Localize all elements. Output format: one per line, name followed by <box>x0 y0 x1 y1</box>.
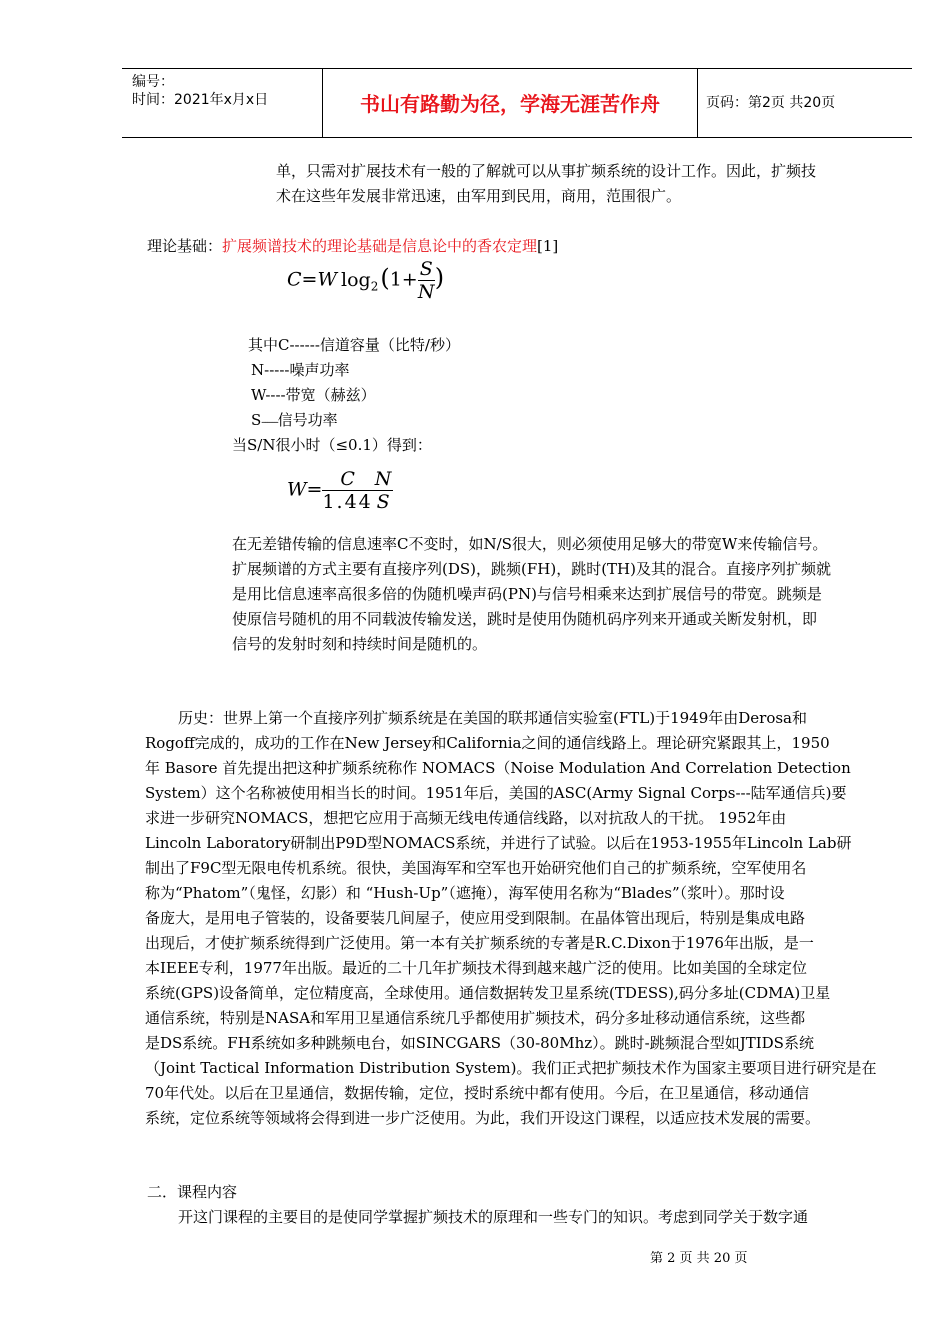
formula1-sub: 2 <box>370 279 379 294</box>
history-line: System）这个名称被使用相当长的时间。1951年后，美国的ASC(Army Signal Corps---陆军通信兵)要 <box>145 784 847 802</box>
theory-line <box>147 234 558 259</box>
formula1-w: W <box>317 268 337 291</box>
formula2-eq: = <box>306 478 323 501</box>
formula2-num1: C <box>322 468 372 491</box>
motto-text: 书山有路勤为径，学海无涯苦作舟 <box>360 92 660 116</box>
history-line: Lincoln Laboratory研制出P9D型NOMACS系统，并进行了试验。以后在1953-1955年Lincoln Lab研 <box>145 834 852 852</box>
document-number-label: 编号： <box>132 74 174 90</box>
history-line: 是DS系统。FH系统如多种跳频电台，如SINCGARS（30-80Mhz）。跳时-跳频混合型如JTIDS系统 <box>145 1034 814 1052</box>
shannon-formula <box>287 258 444 303</box>
explanation-line-5: 信号的发射时刻和持续时间是随机的。 <box>232 635 488 653</box>
bandwidth-formula <box>287 468 393 513</box>
theory-statement: 扩展频谱技术的理论基础是信息论中的香农定理 <box>222 237 538 255</box>
formula2-den2: S <box>376 491 390 513</box>
explanation-line-1: 在无差错传输的信息速率C不变时，如N/S很大，则必须使用足够大的带宽W来传输信号。 <box>232 535 828 553</box>
formula1-den: N <box>417 281 435 303</box>
intro-line-2: 术在这些年发展非常迅速，由军用到民用，商用，范围很广。 <box>276 187 682 205</box>
var-s <box>251 408 338 436</box>
formula1-open: ( <box>380 263 390 292</box>
formula1-num: S <box>419 258 433 280</box>
document-time-label: 时间：2021年x月x日 <box>132 92 269 108</box>
history-line: 系统(GPS)设备简单，定位精度高，全球使用。通信数据转发卫星系统(TDESS),码分多址(CDMA)卫星 <box>145 984 831 1002</box>
formula1-one-plus: 1+ <box>389 268 418 291</box>
formula1-fraction <box>418 258 435 303</box>
theory-label: 理论基础： <box>147 237 223 255</box>
header-motto-cell <box>322 69 698 137</box>
intro-line-1: 单，只需对扩展技术有一般的了解就可以从事扩频系统的设计工作。因此，扩频技 <box>276 162 817 180</box>
condition-line: 当S/N很小时（≤0.1）得到： <box>232 436 432 454</box>
history-line: 通信系统，特别是NASA和军用卫星通信系统几乎都使用扩频技术，码分多址移动通信系统，这些都 <box>145 1009 806 1027</box>
history-line: 备庞大，是用电子管装的，设备要装几间屋子，使应用受到限制。在晶体管出现后，特别是集成电路 <box>145 909 806 927</box>
history-line: Rogoff完成的，成功的工作在New Jersey和California之间的通信线路上。理论研究紧跟其上，1950 <box>145 734 830 752</box>
formula2-den1: 1.44 <box>322 491 373 513</box>
history-line: 年 Basore 首先提出把这种扩频系统称作 NOMACS（Noise Modulation And Correlation Detection <box>145 759 851 777</box>
var-c: 其中C------信道容量（比特/秒） <box>248 336 460 354</box>
var-s-dashes: -------- <box>261 418 278 428</box>
formula2-fraction-2 <box>373 468 394 513</box>
history-line: 制出了F9C型无限电传机系统。很快，美国海军和空军也开始研究他们自己的扩频系统，空军使用名 <box>145 859 807 877</box>
header-page-info: 页码：第2页 共20页 <box>706 95 836 111</box>
theory-citation: [1] <box>537 237 559 255</box>
var-n: N-----噪声功率 <box>251 361 350 379</box>
formula1-eq: = <box>301 268 318 291</box>
formula1-close: ) <box>434 263 445 292</box>
var-w: W----带宽（赫兹） <box>251 386 376 404</box>
var-s-desc: 信号功率 <box>277 411 338 429</box>
var-s-symbol: S <box>251 411 262 429</box>
formula1-lhs: C <box>287 268 302 291</box>
history-line: 本IEEE专利，1977年出版。最近的二十几年扩频技术得到越来越广泛的使用。比如美国的全球定位 <box>145 959 807 977</box>
page-footer: 第 2 页 共 20 页 <box>650 1251 748 1266</box>
formula2-lhs: W <box>287 478 307 501</box>
explanation-line-2: 扩展频谱的方式主要有直接序列(DS)，跳频(FH)，跳时(TH)及其的混合。直接序列扩频就 <box>232 560 831 578</box>
history-line: 系统，定位系统等领域将会得到进一步广泛使用。为此，我们开设这门课程，以适应技术发展的需要。 <box>145 1109 821 1127</box>
page-header <box>122 68 912 138</box>
history-line: 求进一步研究NOMACS，想把它应用于高频无线电传通信线路，以对抗敌人的干扰。 1952年由 <box>145 809 787 827</box>
history-line: 历史：世界上第一个直接序列扩频系统是在美国的联邦通信实验室(FTL)于1949年由Derosa和 <box>178 709 808 727</box>
explanation-line-4: 使原信号随机的用不同载波传输发送，跳时是使用伪随机码序列来开通或关断发射机，即 <box>232 610 818 628</box>
history-line: 70年代处。以后在卫星通信，数据传输，定位，授时系统中都有使用。今后，在卫星通信，移动通信 <box>145 1084 810 1102</box>
header-meta-cell <box>122 69 322 137</box>
section-2-heading: 二．课程内容 <box>147 1183 238 1201</box>
formula2-num2: N <box>374 468 392 490</box>
header-page-cell <box>698 69 912 137</box>
formula1-log: log <box>341 268 371 291</box>
section-2-first-line: 开这门课程的主要目的是使同学掌握扩频技术的原理和一些专门的知识。考虑到同学关于数字通 <box>178 1208 809 1226</box>
formula2-fraction-1 <box>322 468 372 513</box>
history-line: 称为“Phatom”（鬼怪，幻影）和 “Hush-Up”（遮掩），海军使用名称为“Blades”（浆叶）。那时设 <box>145 884 785 902</box>
explanation-line-3: 是用比信息速率高很多倍的伪随机噪声码(PN)与信号相乘来达到扩展信号的带宽。跳频是 <box>232 585 822 603</box>
history-line: 出现后，才使扩频系统得到广泛使用。第一本有关扩频系统的专著是R.C.Dixon于1976年出版，是一 <box>145 934 814 952</box>
history-line: （Joint Tactical Information Distribution System)。我们正式把扩频技术作为国家主要项目进行研究是在 <box>145 1059 877 1077</box>
